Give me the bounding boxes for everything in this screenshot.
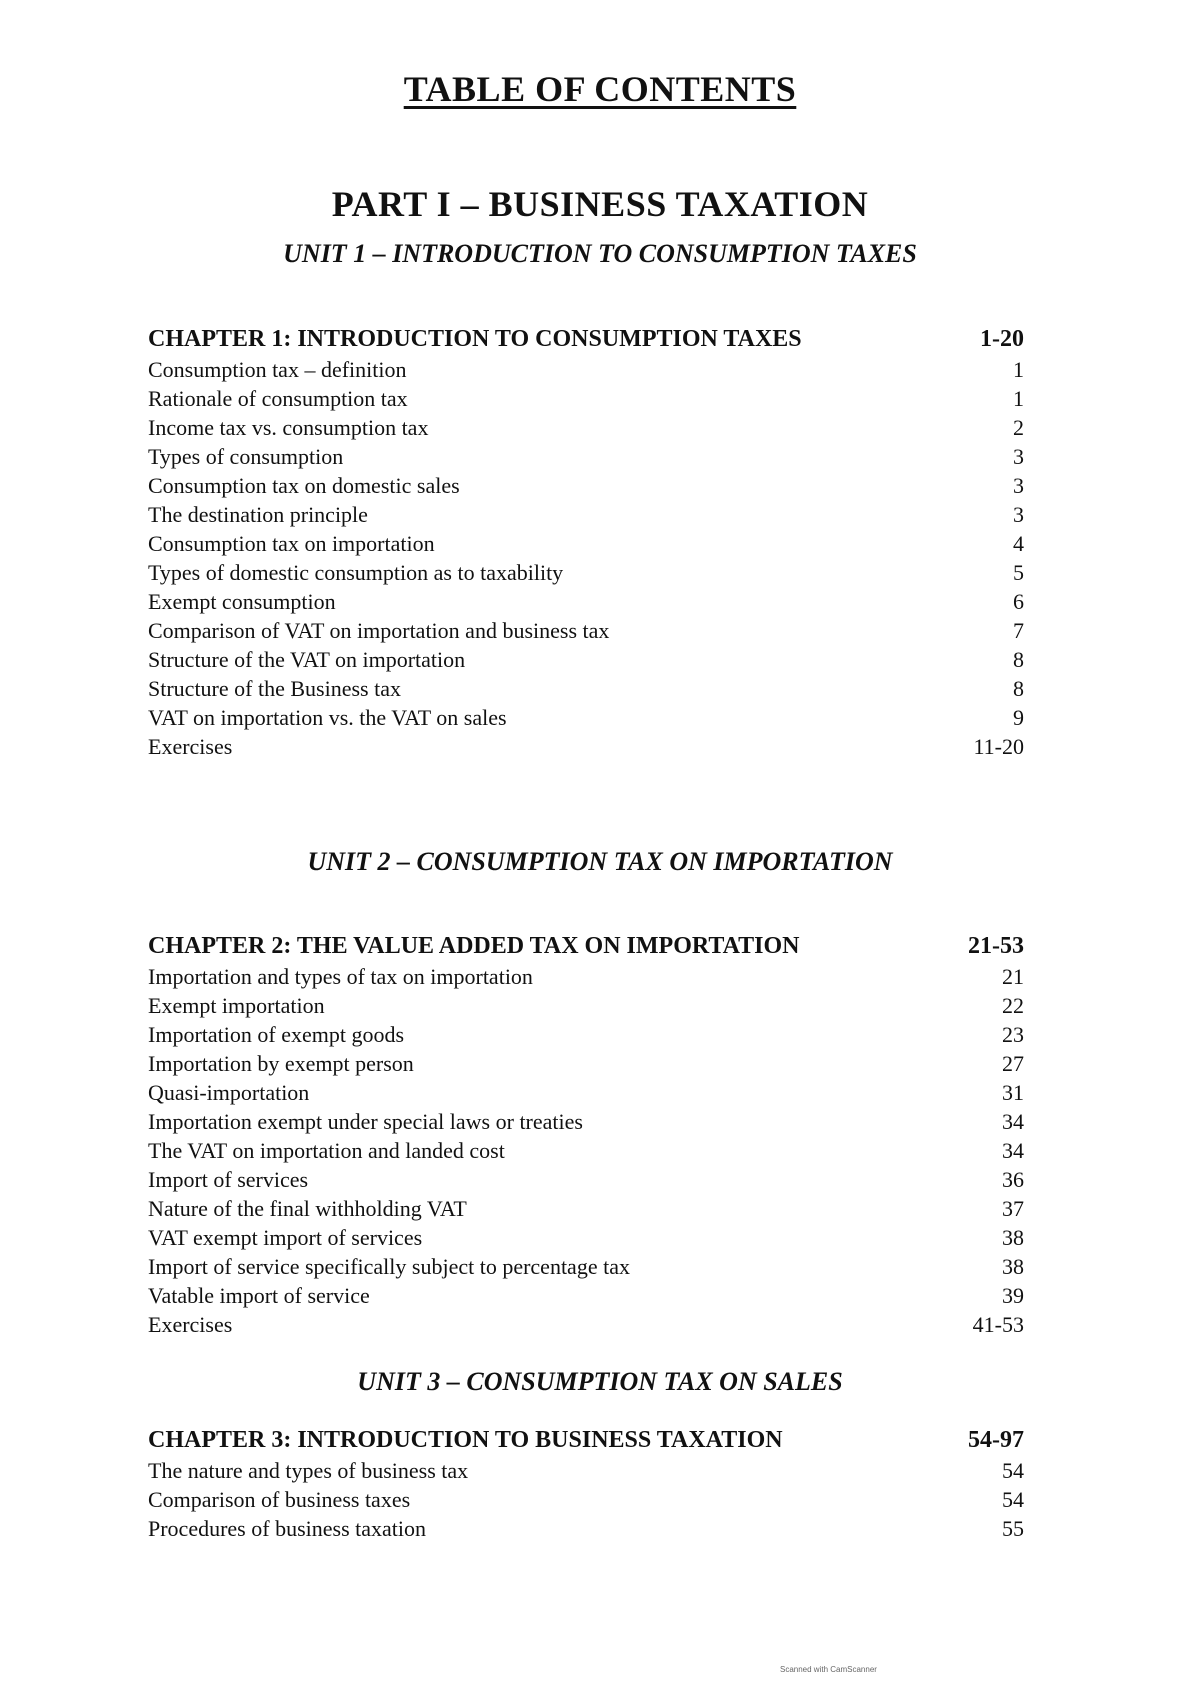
toc-entry-page: 3	[1013, 502, 1024, 527]
toc-entry	[148, 1281, 1024, 1310]
toc-entry-label: Procedures of business taxation	[148, 1516, 426, 1541]
toc-entry-label: Types of consumption	[148, 444, 344, 469]
toc-entry	[148, 1514, 1024, 1543]
toc-entry-page: 22	[1002, 993, 1024, 1018]
toc-entry-label: Income tax vs. consumption tax	[148, 415, 429, 440]
part-title: PART I – BUSINESS TAXATION	[331, 184, 869, 224]
toc-entry-page: 2	[1013, 415, 1024, 440]
toc-entry-label: Comparison of business taxes	[148, 1487, 411, 1512]
chapter-page-range: 1-20	[980, 326, 1024, 352]
chapter-2-section	[148, 930, 1024, 1339]
toc-entry-page: 31	[1002, 1080, 1024, 1105]
toc-entry-label: Import of service specifically subject to percentage tax	[148, 1254, 630, 1279]
toc-entry	[148, 1485, 1024, 1514]
toc-entry-label: VAT on importation vs. the VAT on sales	[148, 705, 507, 730]
toc-entry	[148, 471, 1024, 500]
toc-entry-label: Structure of the VAT on importation	[148, 647, 466, 672]
toc-entry-page: 9	[1013, 705, 1024, 730]
toc-entry-page: 38	[1002, 1225, 1024, 1250]
toc-entry-page: 27	[1002, 1051, 1024, 1076]
toc-entry	[148, 1107, 1024, 1136]
toc-entry	[148, 355, 1024, 384]
toc-entry	[148, 1049, 1024, 1078]
toc-entry	[148, 529, 1024, 558]
toc-entry-page: 39	[1002, 1283, 1024, 1308]
toc-entry-page: 54	[1002, 1458, 1024, 1483]
toc-entry-page: 3	[1013, 444, 1024, 469]
chapter-heading-row	[148, 930, 1024, 962]
toc-entry-label: Comparison of VAT on importation and business tax	[148, 618, 610, 643]
toc-entry-label: Structure of the Business tax	[148, 676, 401, 701]
toc-entry	[148, 645, 1024, 674]
chapter-heading-row	[148, 323, 1024, 355]
toc-entry	[148, 558, 1024, 587]
toc-entry	[148, 1310, 1024, 1339]
toc-entry-label: Importation by exempt person	[148, 1051, 414, 1076]
toc-entry-label: Vatable import of service	[148, 1283, 370, 1308]
toc-entry-label: Nature of the final withholding VAT	[148, 1196, 467, 1221]
chapter-3-section	[148, 1424, 1024, 1543]
toc-entry-label: Import of services	[148, 1167, 309, 1192]
toc-entry-label: Rationale of consumption tax	[148, 386, 408, 411]
toc-entry-label: Quasi-importation	[148, 1080, 310, 1105]
chapter-heading: CHAPTER 2: THE VALUE ADDED TAX ON IMPORTATION	[148, 933, 800, 959]
toc-entry-page: 1	[1013, 386, 1024, 411]
toc-entry-label: Exempt importation	[148, 993, 325, 1018]
chapter-heading: CHAPTER 1: INTRODUCTION TO CONSUMPTION TAXES	[148, 326, 802, 352]
toc-entry-page: 23	[1002, 1022, 1024, 1047]
toc-entry-page: 34	[1002, 1109, 1024, 1134]
chapter-page-range: 54-97	[968, 1427, 1024, 1453]
toc-entry-label: Importation and types of tax on importation	[148, 964, 533, 989]
scanner-watermark: Scanned with CamScanner	[780, 1665, 877, 1674]
toc-entry-label: Importation exempt under special laws or treaties	[148, 1109, 583, 1134]
toc-entry	[148, 732, 1024, 761]
toc-entry	[148, 991, 1024, 1020]
toc-entry-label: Exercises	[148, 734, 233, 759]
toc-entry-label: The VAT on importation and landed cost	[148, 1138, 505, 1163]
toc-entry-label: Importation of exempt goods	[148, 1022, 405, 1047]
chapter-page-range: 21-53	[968, 933, 1024, 959]
toc-entry	[148, 1223, 1024, 1252]
page-title: TABLE OF CONTENTS	[403, 69, 797, 109]
toc-entry-page: 7	[1013, 618, 1024, 643]
toc-entry	[148, 384, 1024, 413]
toc-entry	[148, 703, 1024, 732]
toc-entry	[148, 1252, 1024, 1281]
toc-entry-label: VAT exempt import of services	[148, 1225, 423, 1250]
toc-entry-page: 34	[1002, 1138, 1024, 1163]
toc-entry-page: 4	[1013, 531, 1024, 556]
toc-entry-page: 41-53	[972, 1312, 1024, 1337]
toc-entry	[148, 962, 1024, 991]
toc-entry-page: 8	[1013, 647, 1024, 672]
toc-entry-page: 3	[1013, 473, 1024, 498]
unit-1-title: UNIT 1 – INTRODUCTION TO CONSUMPTION TAXES	[283, 239, 917, 268]
toc-entry-label: Consumption tax on importation	[148, 531, 435, 556]
toc-entry-page: 37	[1002, 1196, 1024, 1221]
toc-entry-page: 6	[1013, 589, 1024, 614]
toc-entry-label: Consumption tax – definition	[148, 357, 407, 382]
toc-entry-page: 8	[1013, 676, 1024, 701]
toc-entry-page: 1	[1013, 357, 1024, 382]
toc-entry	[148, 1194, 1024, 1223]
toc-entry	[148, 1136, 1024, 1165]
chapter-heading: CHAPTER 3: INTRODUCTION TO BUSINESS TAXATION	[148, 1427, 783, 1453]
toc-entry-label: Consumption tax on domestic sales	[148, 473, 460, 498]
toc-entry-page: 55	[1002, 1516, 1024, 1541]
toc-entry	[148, 1456, 1024, 1485]
toc-entry-label: The destination principle	[148, 502, 368, 527]
toc-entry-label: The nature and types of business tax	[148, 1458, 469, 1483]
chapter-heading-row	[148, 1424, 1024, 1456]
toc-entry	[148, 1078, 1024, 1107]
toc-entry	[148, 442, 1024, 471]
toc-entry	[148, 413, 1024, 442]
toc-entry	[148, 1020, 1024, 1049]
toc-entry	[148, 1165, 1024, 1194]
toc-entry-label: Exercises	[148, 1312, 233, 1337]
toc-entry-page: 5	[1013, 560, 1024, 585]
toc-entry-page: 36	[1002, 1167, 1024, 1192]
toc-entry-page: 54	[1002, 1487, 1024, 1512]
toc-entry	[148, 587, 1024, 616]
toc-entry	[148, 674, 1024, 703]
toc-entry	[148, 500, 1024, 529]
toc-entry-page: 21	[1002, 964, 1024, 989]
toc-entry	[148, 616, 1024, 645]
chapter-1-section	[148, 323, 1024, 761]
toc-entry-page: 11-20	[973, 734, 1024, 759]
unit-3-title: UNIT 3 – CONSUMPTION TAX ON SALES	[357, 1367, 843, 1396]
toc-entry-page: 38	[1002, 1254, 1024, 1279]
unit-2-title: UNIT 2 – CONSUMPTION TAX ON IMPORTATION	[307, 847, 893, 876]
toc-entry-label: Types of domestic consumption as to taxability	[148, 560, 564, 585]
toc-entry-label: Exempt consumption	[148, 589, 336, 614]
